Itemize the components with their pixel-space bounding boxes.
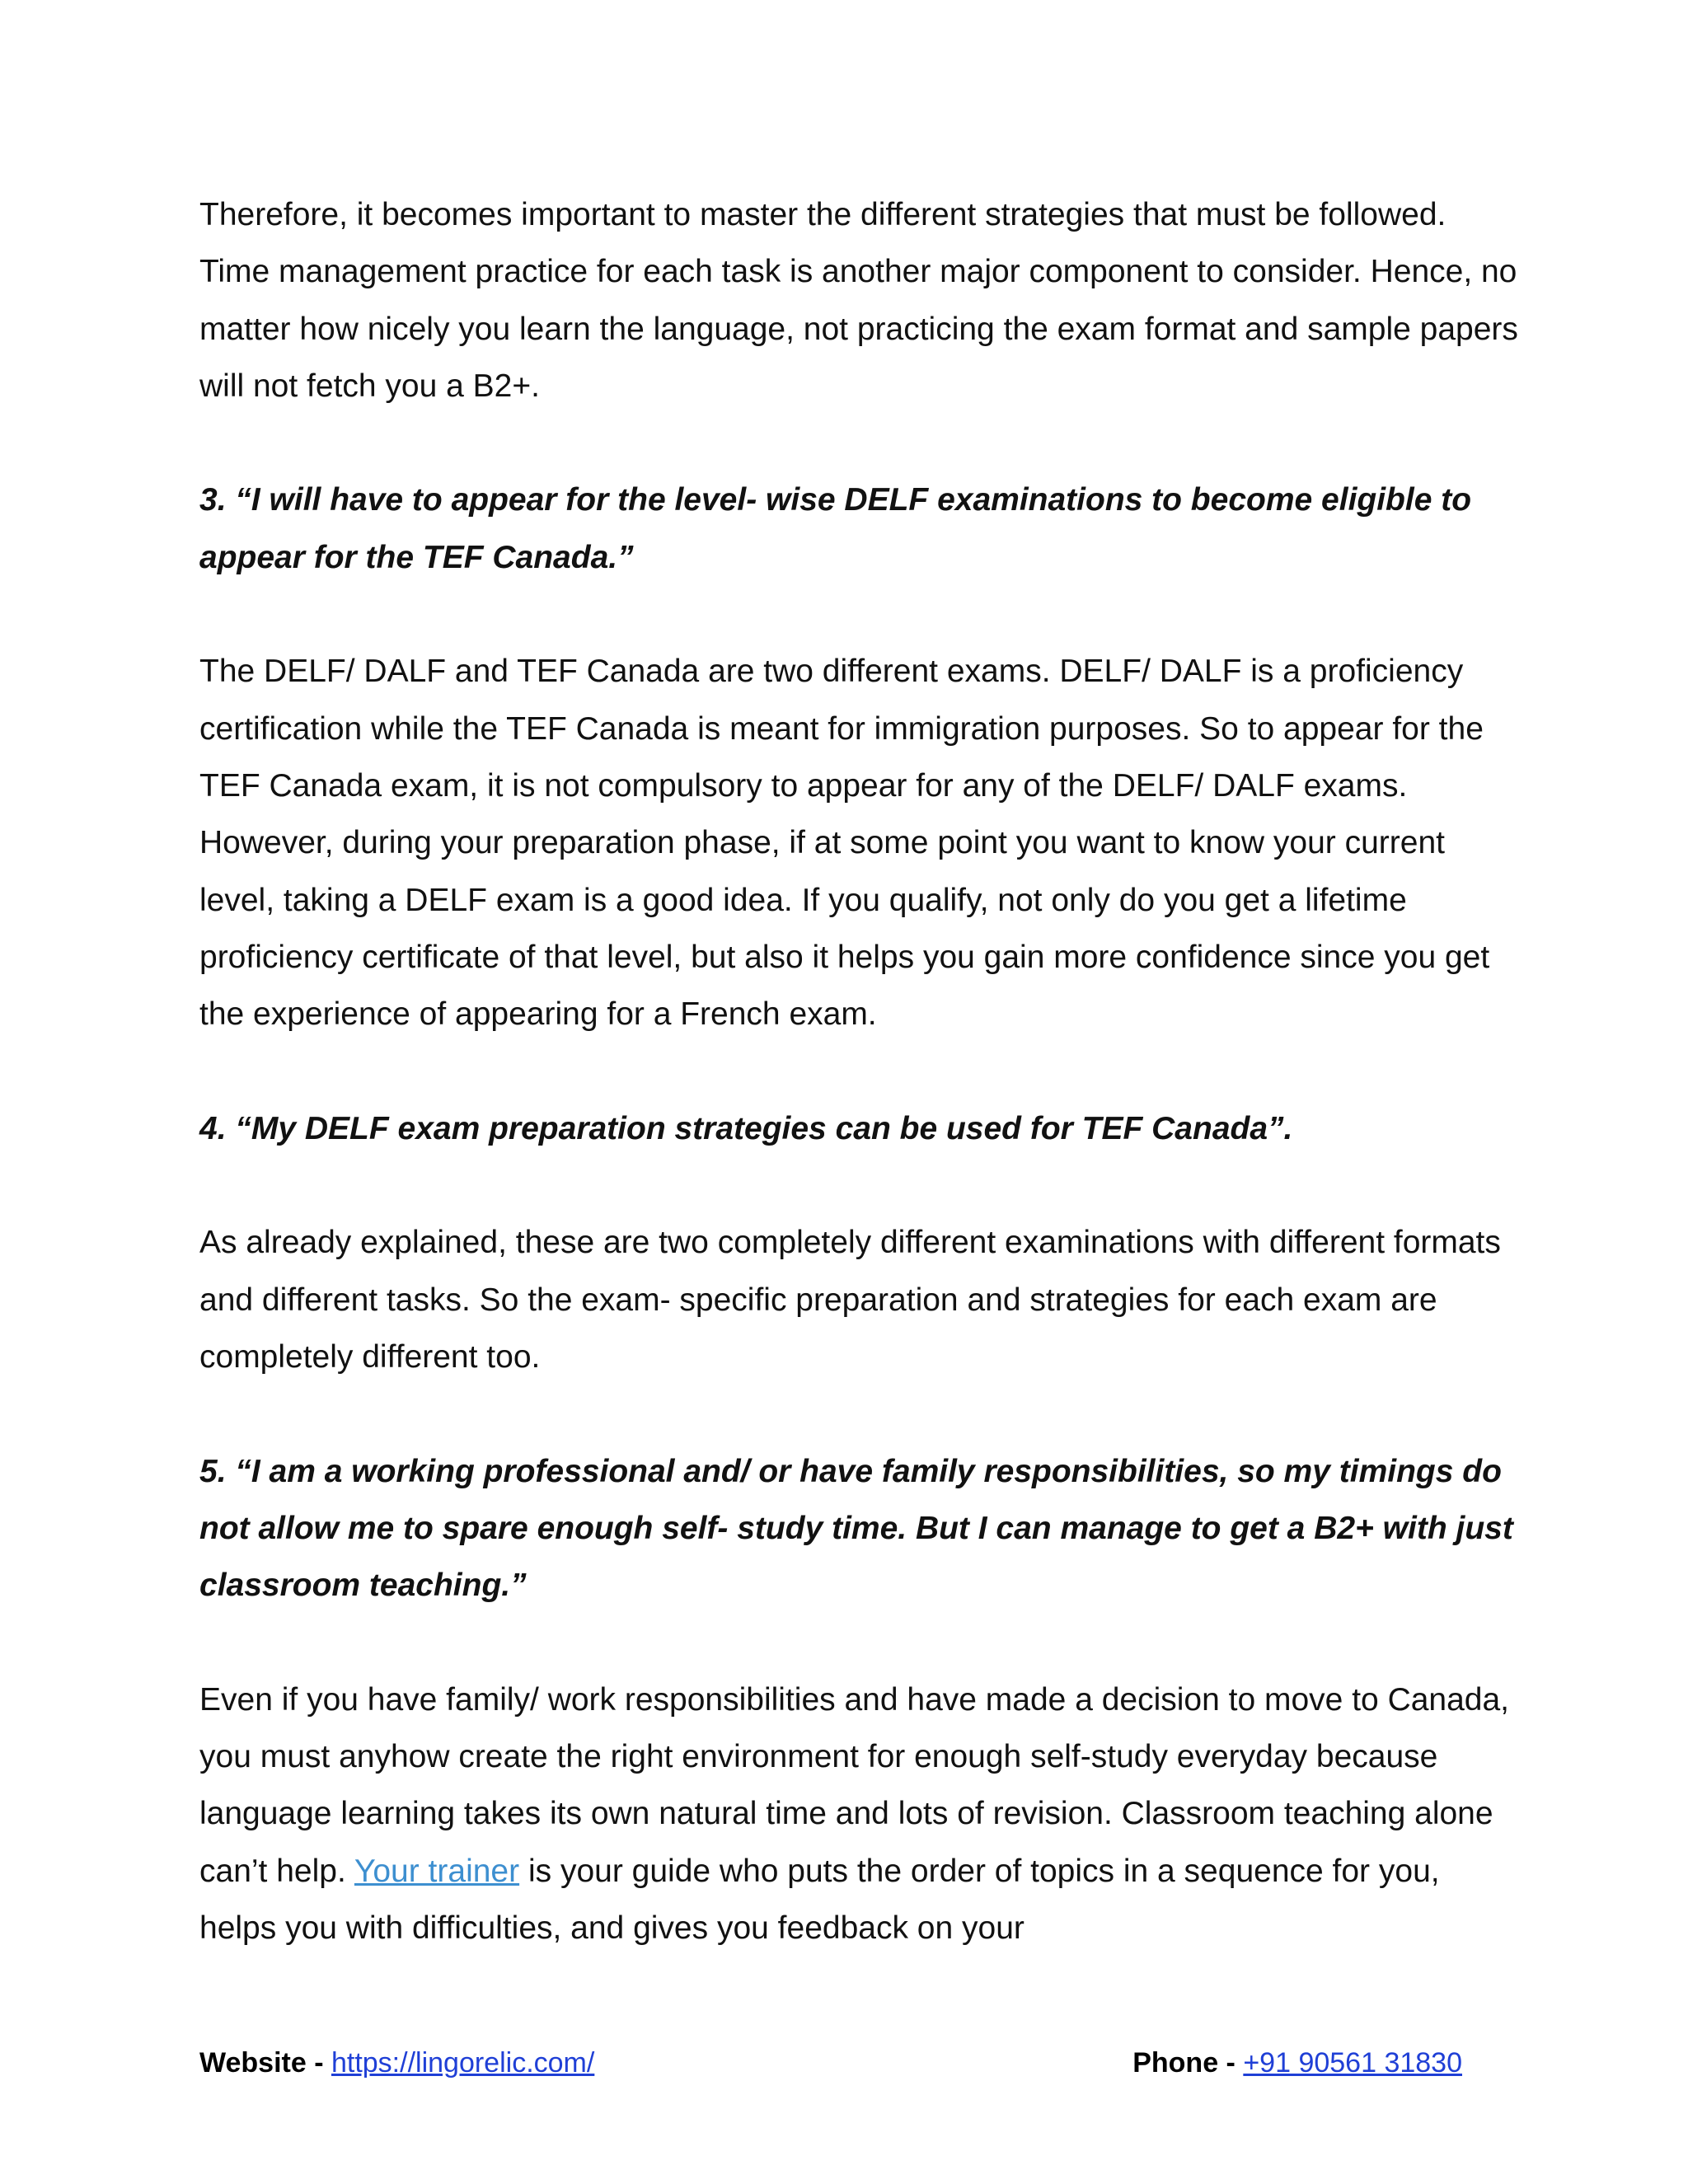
- spacer: [199, 415, 1518, 471]
- paragraph-self-study: [199, 1671, 1518, 1957]
- paragraph-delf-vs-tef: The DELF/ DALF and TEF Canada are two different exams. DELF/ DALF is a proficiency certification while the TEF Canada is meant for immigration purposes. So to appear for the TEF Canada exam, it is not compulsory to appear for any of the DELF/ DALF exams. However, during your preparation phase, if at some point you want to know your current level, taking a DELF exam is a good idea. If you qualify, not only do you get a lifetime proficiency certificate of that level, but also it helps you gain more confidence since you get the experience of appearing for a French exam.: [199, 654, 1490, 1033]
- spacer: [199, 586, 1518, 643]
- document-page: [199, 186, 1518, 1957]
- spacer: [199, 1614, 1518, 1671]
- spacer: [199, 1043, 1518, 1099]
- heading-myth-3: 3. “I will have to appear for the level- wise DELF examinations to become eligible to appear for the TEF Canada.”: [199, 482, 1472, 575]
- heading-myth-5: 5. “I am a working professional and/ or have family responsibilities, so my timings do not allow me to spare enough self- study time. But I can manage to get a B2+ with just classroom teaching.”: [199, 1453, 1513, 1604]
- your-trainer-link[interactable]: Your trainer: [354, 1853, 520, 1889]
- footer-phone: [1132, 2047, 1462, 2079]
- spacer: [199, 1385, 1518, 1442]
- paragraph-strategies: Therefore, it becomes important to master the different strategies that must be followed. Time management practice for each task is another major component to consider. Hence, no matter how nicely you learn the language, not practicing the exam format and sample papers will not fetch you a B2+.: [199, 197, 1518, 404]
- page-footer: [199, 2047, 1489, 2088]
- spacer: [199, 1157, 1518, 1214]
- website-link[interactable]: https://lingorelic.com/: [331, 2047, 595, 2079]
- footer-website: [199, 2047, 594, 2079]
- paragraph-different-exams: As already explained, these are two completely different examinations with different formats and different tasks. So the exam- specific preparation and strategies for each exam are completely different too.: [199, 1225, 1501, 1375]
- heading-myth-4: 4. “My DELF exam preparation strategies can be used for TEF Canada”.: [199, 1110, 1293, 1146]
- phone-link[interactable]: +91 90561 31830: [1243, 2047, 1462, 2079]
- website-label: Website -: [199, 2047, 331, 2079]
- phone-label: Phone -: [1132, 2047, 1244, 2079]
- paragraph-text-after-link: is your guide who puts the order of topics in a sequence for you, helps you with difficulties, and gives you feedback on your: [199, 1853, 1440, 1946]
- paragraph-text-before-link: Even if you have family/ work responsibilities and have made a decision to move to Canada, you must anyhow create the right environment for enough self-study everyday because language learning takes its own natural time and lots of revision. Classroom teaching alone can’t help.: [199, 1681, 1510, 1889]
